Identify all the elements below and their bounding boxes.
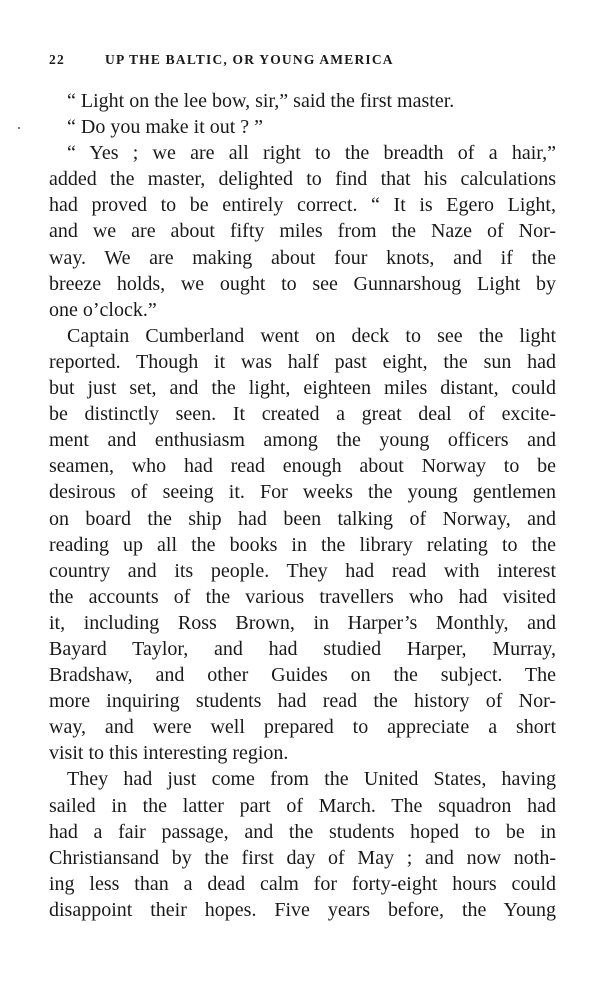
text-line: way. We are making about four knots, and if the (49, 246, 556, 269)
text-line: breeze holds, we ought to see Gunnarshoug Light by (49, 272, 556, 295)
text-line: Captain Cumberland went on deck to see the light (67, 324, 556, 347)
margin-speck (18, 127, 20, 129)
text-line: desirous of seeing it. For weeks the young gentlemen (49, 481, 556, 504)
text-line: the accounts of the various travellers who had visited (49, 585, 556, 608)
text-line: but just set, and the light, eighteen miles distant, could (49, 377, 556, 400)
text-line: on board the ship had been talking of Norway, and (49, 507, 556, 530)
text-line: ment and enthusiasm among the young officers and (49, 429, 556, 452)
text-line: be distinctly seen. It created a great deal of excite- (49, 403, 556, 426)
text-line: and we are about fifty miles from the Naze of Nor- (49, 220, 556, 243)
text-line: more inquiring students had read the history of Nor- (49, 690, 556, 713)
text-line: “ Yes ; we are all right to the breadth of a hair,” (67, 142, 556, 165)
text-line: “ Do you make it out ? ” (67, 116, 264, 139)
running-head (49, 52, 559, 76)
text-line: had a fair passage, and the students hoped to be in (49, 820, 556, 843)
text-line: They had just come from the United States, having (67, 768, 556, 791)
text-line: disappoint their hopes. Five years before, the Young (49, 898, 556, 921)
text-line: one o’clock.” (49, 298, 157, 321)
text-line: Christiansand by the first day of May ; and now noth- (49, 846, 556, 869)
text-line: ing less than a dead calm for forty-eight hours could (49, 872, 556, 895)
text-line: reported. Though it was half past eight, the sun had (49, 350, 556, 373)
text-line: reading up all the books in the library relating to the (49, 533, 556, 556)
text-line: sailed in the latter part of March. The squadron had (49, 794, 556, 817)
running-title: UP THE BALTIC, OR YOUNG AMERICA (105, 52, 394, 67)
text-line: visit to this interesting region. (49, 742, 289, 765)
text-line: had proved to be entirely correct. “ It is Egero Light, (49, 194, 556, 217)
text-line: Bradshaw, and other Guides on the subject. The (49, 664, 556, 687)
text-line: it, including Ross Brown, in Harper’s Monthly, and (49, 611, 556, 634)
page-number: 22 (49, 52, 65, 67)
text-line: country and its people. They had read with interest (49, 559, 556, 582)
text-line: way, and were well prepared to appreciate a short (49, 716, 556, 739)
text-line: Bayard Taylor, and had studied Harper, Murray, (49, 637, 556, 660)
text-line: “ Light on the lee bow, sir,” said the first master. (67, 90, 455, 112)
body-text (49, 88, 556, 923)
text-line: added the master, delighted to find that his calculations (49, 168, 556, 191)
text-line: seamen, who had read enough about Norway to be (49, 455, 556, 478)
